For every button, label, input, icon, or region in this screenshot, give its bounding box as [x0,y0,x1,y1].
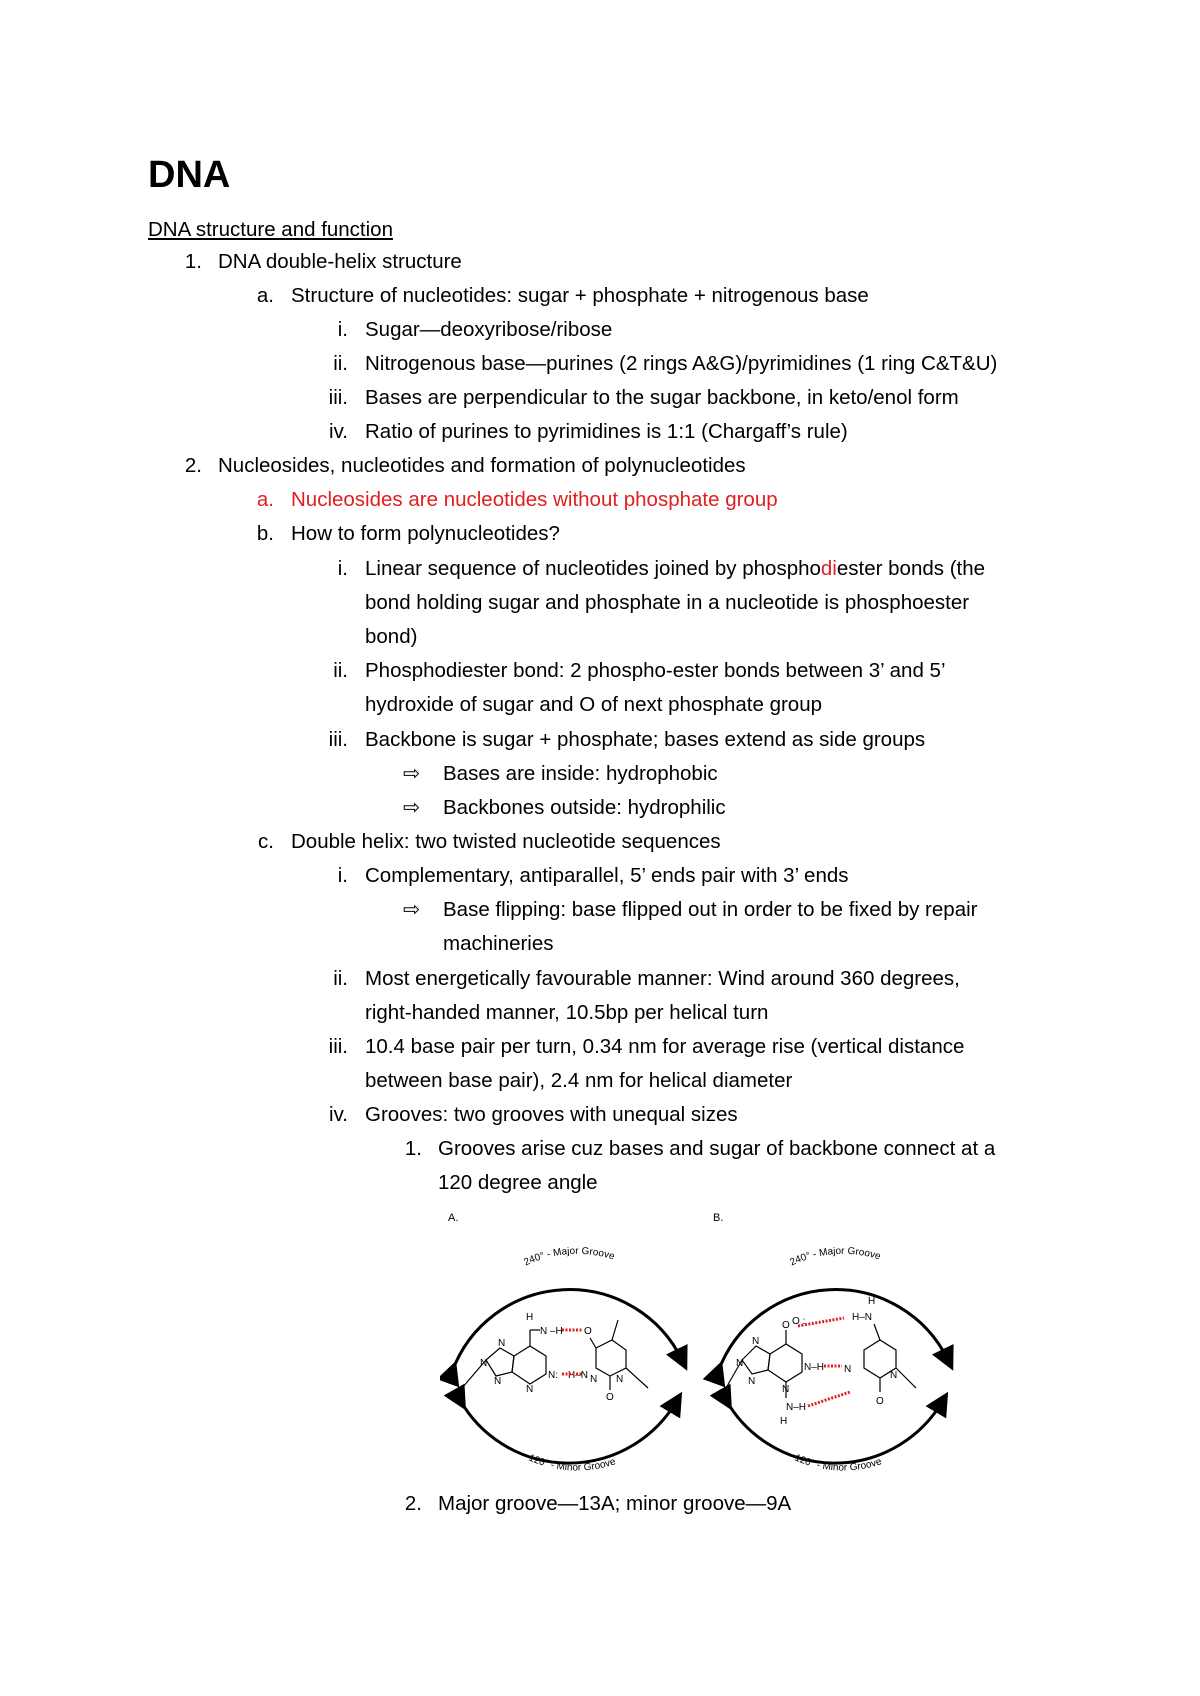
svg-text:N–H: N–H [804,1362,825,1373]
major-groove-label [788,1246,882,1268]
major-groove-text: 240° - Major Groove [788,1245,882,1269]
guanine-atom-labels [736,1320,824,1427]
list-text: Most energetically favourable manner: Wind around 360 degrees, [365,967,960,990]
list-text: Phosphodiester bond: 2 phospho-ester bonds between 3’ and 5’ [365,659,946,682]
svg-text:N: N [590,1374,598,1385]
arrow-right-icon: ⇨ [403,762,421,785]
list-text: Ratio of purines to pyrimidines is 1:1 (Chargaff’s rule) [365,420,848,443]
svg-text:H: H [780,1416,788,1427]
arrow-right-icon: ⇨ [403,796,421,819]
list-marker: iv. [329,1103,348,1126]
minor-groove-text: 120° - Minor Groove [792,1452,884,1474]
minor-groove-label [793,1453,884,1474]
guanine-extra-labels [792,1316,805,1327]
svg-text:H: H [526,1312,534,1323]
list-marker: ii. [333,352,348,375]
arrow-bullet-item [403,896,977,924]
list-marker: 2. [404,1492,422,1515]
svg-text:N: N [526,1384,534,1395]
minor-groove-label [527,1453,618,1474]
list-marker: 2. [184,454,202,477]
list-text: Structure of nucleotides: sugar + phosphate + nitrogenous base [291,284,869,307]
text-run: Linear sequence of nucleotides joined by phospho [365,557,821,580]
adenine-atom-labels [480,1312,563,1395]
section-heading: DNA structure and function [148,218,393,241]
list-text: Backbone is sugar + phosphate; bases extend as side groups [365,728,926,751]
list-marker: i. [337,557,348,580]
list-marker: ii. [333,659,348,682]
list-text-continued: bond) [365,625,418,648]
svg-text:O: O [606,1392,614,1403]
major-groove-label [522,1246,616,1268]
svg-text:N: N [844,1364,852,1375]
list-text: Sugar—deoxyribose/ribose [365,318,613,341]
list-marker: c. [258,830,274,853]
highlight-text: di [820,557,837,580]
list-text-continued: hydroxide of sugar and O of next phosphate group [365,693,823,716]
bullet-text-continued: machineries [443,932,554,955]
arrow-right-icon: ⇨ [403,898,421,921]
minor-groove-arc [460,1400,676,1463]
list-text: Grooves: two grooves with unequal sizes [365,1103,738,1126]
cytosine-atom-labels [844,1296,897,1407]
panel-a-diagram [452,1246,682,1474]
svg-text:N: N [616,1374,624,1385]
list-text: DNA double-helix structure [218,250,462,273]
groove-diagram [440,1220,980,1480]
arrow-bullet-item [403,760,718,788]
list-marker: iii. [328,1035,348,1058]
text-run: ester bonds (the [836,557,986,580]
list-text-continued: right-handed manner, 10.5bp per helical turn [365,1001,769,1024]
svg-text:N: N [480,1358,488,1369]
list-marker: ii. [333,967,348,990]
list-text: Complementary, antiparallel, 5’ ends pair with 3’ ends [365,864,849,887]
panel-b-diagram [718,1246,948,1474]
bullet-text: Bases are inside: hydrophobic [443,762,718,785]
list-marker: iv. [329,420,348,443]
svg-text:N: N [782,1384,790,1395]
bullet-text: Base flipping: base flipped out in order to be fixed by repair [443,898,978,921]
list-marker: i. [337,864,348,887]
hydrogen-bonds [562,1330,582,1374]
svg-text:O: O [584,1326,592,1337]
svg-text:–H: –H [550,1326,563,1337]
arrow-bullet-item [403,794,726,822]
list-text-continued: 120 degree angle [438,1171,598,1194]
list-marker: b. [256,522,274,545]
svg-text:N: N [736,1358,744,1369]
svg-text:N: N [540,1326,548,1337]
svg-text:N: N [748,1376,756,1387]
major-groove-text: 240° - Major Groove [522,1245,616,1269]
svg-text:N–H: N–H [786,1402,807,1413]
svg-text:N: N [494,1376,502,1387]
list-text-continued: between base pair), 2.4 nm for helical diameter [365,1069,793,1092]
major-groove-arc [718,1290,948,1372]
list-text: Nucleosides are nucleotides without phosphate group [291,488,778,511]
list-text: 10.4 base pair per turn, 0.34 nm for average rise (vertical distance [365,1035,965,1058]
svg-text:N:: N: [548,1370,558,1381]
list-marker: 1. [184,250,202,273]
list-marker: 1. [404,1137,422,1160]
list-text [365,555,985,583]
minor-groove-arc [726,1400,942,1463]
list-text: Nucleosides, nucleotides and formation of polynucleotides [218,454,746,477]
list-marker: iii. [328,728,348,751]
list-text: Double helix: two twisted nucleotide sequences [291,830,721,853]
panel-b-label: B. [713,1212,724,1224]
list-text: Grooves arise cuz bases and sugar of backbone connect at a [438,1137,996,1160]
minor-groove-text: 120° - Minor Groove [526,1452,618,1474]
svg-text:O: O [782,1320,790,1331]
svg-text:O :: O : [792,1316,806,1327]
svg-text:N: N [752,1336,760,1347]
page-title: DNA [148,154,231,196]
bullet-text: Backbones outside: hydrophilic [443,796,726,819]
list-marker: iii. [328,386,348,409]
list-text: Major groove—13A; minor groove—9A [438,1492,792,1515]
list-text: How to form polynucleotides? [291,522,560,545]
list-marker: i. [337,318,348,341]
list-marker: a. [256,284,274,307]
svg-text:H: H [868,1296,876,1307]
panel-a-label: A. [448,1212,459,1224]
list-text: Bases are perpendicular to the sugar backbone, in keto/enol form [365,386,959,409]
list-text: Nitrogenous base—purines (2 rings A&G)/pyrimidines (1 ring C&T&U) [365,352,998,375]
cytosine-molecule [864,1324,916,1392]
svg-text:N: N [498,1338,506,1349]
svg-text:H–N: H–N [852,1312,873,1323]
list-text-continued: bond holding sugar and phosphate in a nucleotide is phosphoester [365,591,970,614]
svg-text:N: N [890,1370,898,1381]
list-marker: a. [256,488,274,511]
svg-text:H–N: H–N [568,1370,589,1381]
svg-text:O: O [876,1396,884,1407]
